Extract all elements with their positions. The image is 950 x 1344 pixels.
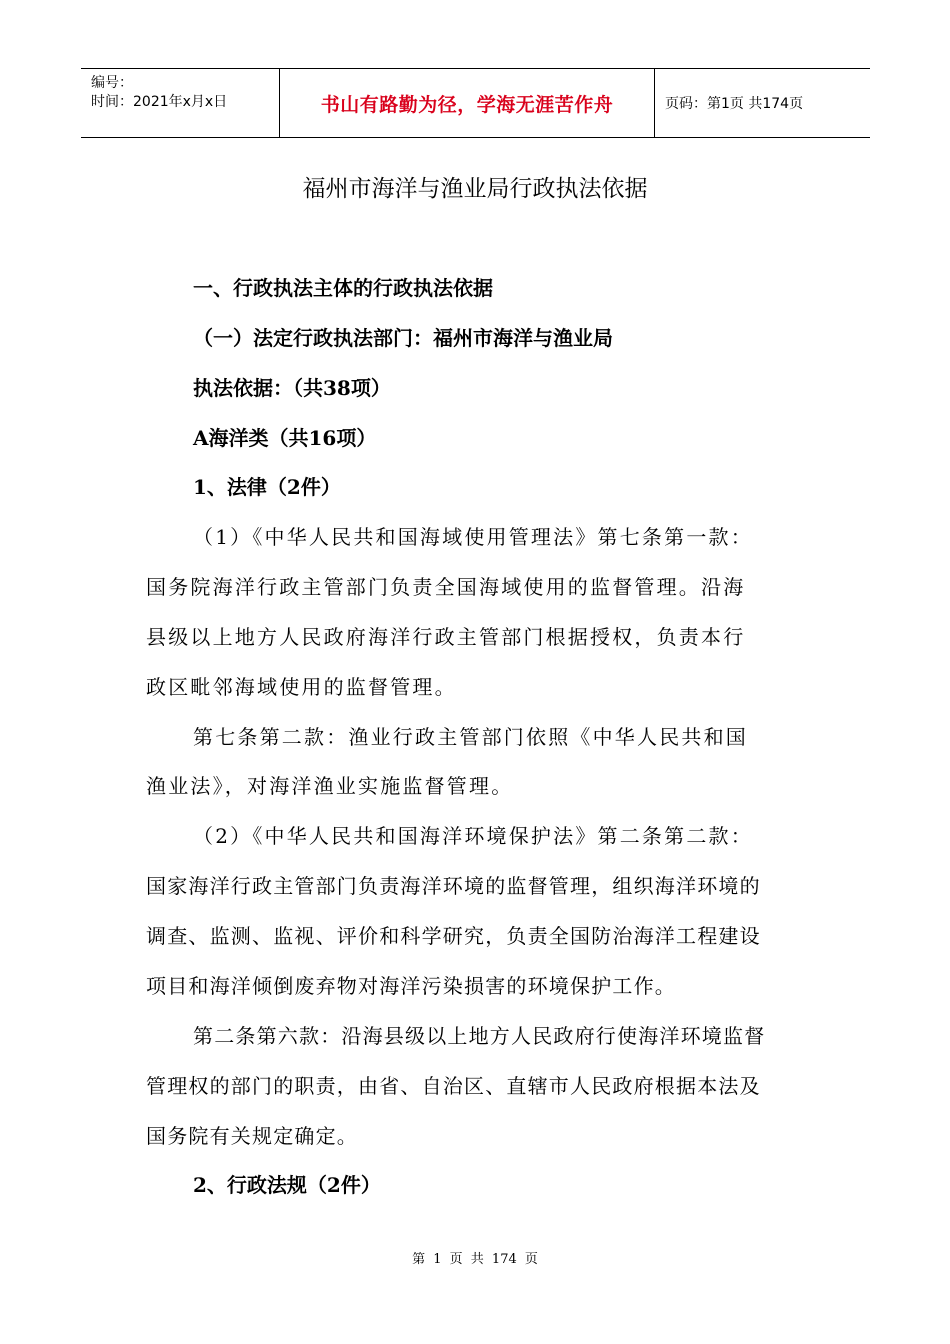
basis-heading: 执法依据：（共38项）: [193, 376, 391, 400]
paragraph-line: （2）《中华人民共和国海洋环境保护法》第二条第二款：: [193, 824, 753, 848]
header-meta-cell: [81, 69, 280, 137]
time-label: 时间：2021年x月x日: [91, 94, 228, 110]
paragraph-line: 管理权的部门的职责，由省、自治区、直辖市人民政府根据本法及: [146, 1074, 761, 1098]
paragraph-line: 调查、监测、监视、评价和科学研究，负责全国防治海洋工程建设: [146, 924, 761, 948]
header-page-cell: [655, 69, 870, 137]
document-header: [81, 68, 870, 138]
regulation-heading: 2、行政法规（2件）: [193, 1173, 381, 1197]
section-heading: 一、行政执法主体的行政执法依据: [193, 276, 493, 300]
paragraph-line: 国务院海洋行政主管部门负责全国海域使用的监督管理。沿海: [146, 575, 746, 599]
header-motto-cell: [280, 69, 655, 137]
paragraph-line: 第七条第二款：渔业行政主管部门依照《中华人民共和国: [193, 725, 748, 749]
paragraph-line: 第二条第六款：沿海县级以上地方人民政府行使海洋环境监督: [193, 1024, 766, 1048]
paragraph-line: 国务院有关规定确定。: [146, 1124, 358, 1148]
category-heading: A海洋类（共16项）: [193, 426, 377, 450]
paragraph-line: 国家海洋行政主管部门负责海洋环境的监督管理，组织海洋环境的: [146, 874, 761, 898]
paragraph-line: （1）《中华人民共和国海域使用管理法》第七条第一款：: [193, 525, 753, 549]
motto-text: 书山有路勤为径，学海无涯苦作舟: [320, 93, 614, 116]
number-label: 编号：: [91, 75, 133, 91]
subsection-heading: （一）法定行政执法部门：福州市海洋与渔业局: [193, 326, 613, 350]
page-label: 页码：第1页 共174页: [665, 96, 804, 112]
paragraph-line: 政区毗邻海域使用的监督管理。: [146, 675, 457, 699]
paragraph-line: 县级以上地方人民政府海洋行政主管部门根据授权，负责本行: [146, 625, 746, 649]
document-title: 福州市海洋与渔业局行政执法依据: [302, 176, 648, 202]
paragraph-line: 项目和海洋倾倒废弃物对海洋污染损害的环境保护工作。: [146, 974, 676, 998]
page-footer: 第 1 页 共 174 页: [412, 1252, 538, 1267]
paragraph-line: 渔业法》，对海洋渔业实施监督管理。: [146, 774, 514, 798]
law-heading: 1、法律（2件）: [193, 475, 341, 499]
